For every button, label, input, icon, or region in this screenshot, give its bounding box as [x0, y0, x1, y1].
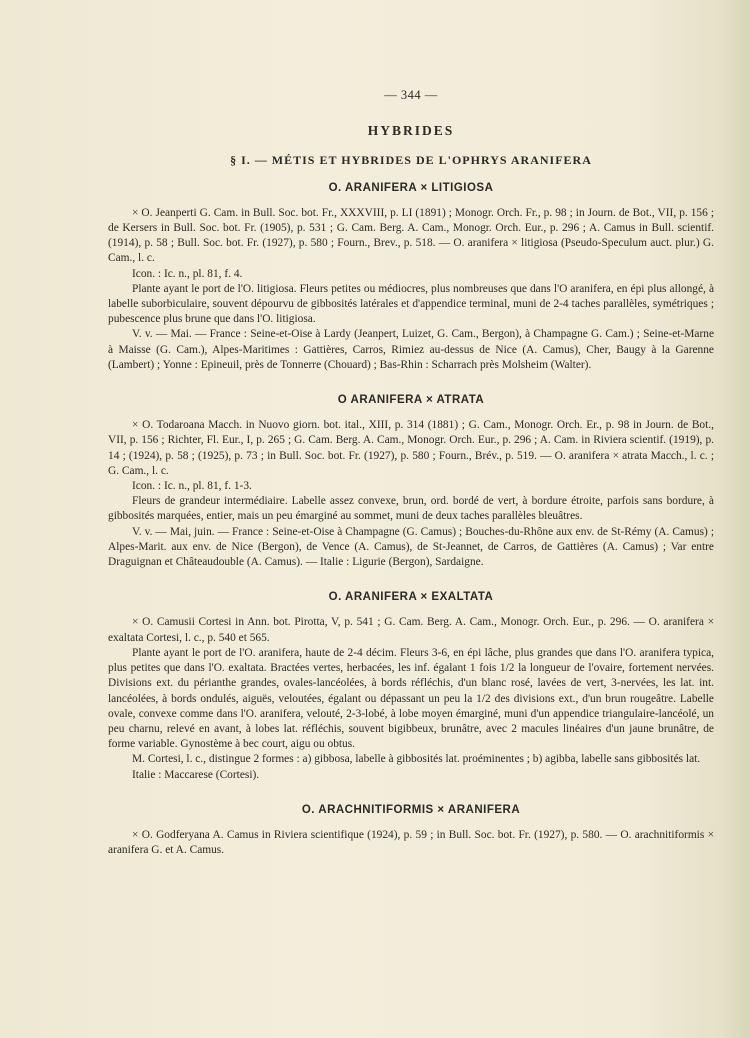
icon-reference: Icon. : Ic. n., pl. 81, f. 1-3. [132, 480, 252, 493]
synonymy-paragraph: × O. Godferyana A. Camus in Riviera scientifique (1924), p. 59 ; in Bull. Soc. bot. Fr. (1927), p. 580. — O. arachnitiformis × aranifera G. et A. Camus. [108, 828, 714, 857]
forms-paragraph: M. Cortesi, l. c., distingue 2 formes : a) gibbosa, labelle à gibbosités lat. proéminentes ; b) agibba, labelle sans gibbosités lat. [132, 753, 701, 766]
distribution-paragraph: Italie : Maccarese (Cortesi). [132, 768, 260, 781]
page-number: — 344 — [384, 88, 438, 102]
distribution-paragraph: V. v. — Mai. — France : Seine-et-Oise à Lardy (Jeanpert, Luizet, G. Cam., Bergon), à Champagne G. Cam.) ; Seine-et-Marne à Maisse (G. Cam.), Alpes-Maritimes : Gattières, Carros, Rimiez au-dessus de Nice (A. Camus), Cher, Baugy à la Garenne (Lambert) ; Yonne : Epineuil, près de Tonnerre (Chouard) ; Bas-Rhin : Scharrach près Molsheim (Walter). [108, 328, 714, 371]
synonymy-paragraph: × O. Jeanperti G. Cam. in Bull. Soc. bot. Fr., XXXVIII, p. LI (1891) ; Monogr. Orch. Fr., p. 98 ; in Journ. de Bot., VII, p. 156 ; de Kersers in Bull. Soc. bot. Fr. (1905), p. 531 ; G. Cam. Berg. A. Cam., Monogr. Orch. Eur., p. 296 ; A. Camus in Bull. scientif. (1914), p. 58 ; Bull. Soc. bot. Fr. (1927), p. 580 ; Fourn., Brev., p. 518. — O. aranifera × litigiosa (Pseudo-Speculum auct. plur.) G. Cam., l. c. [108, 206, 714, 265]
hybrid-section-1 [108, 181, 714, 373]
description-paragraph: Plante ayant le port de l'O. litigiosa. Fleurs petites ou médiocres, plus nombreuses que dans l'O aranifera, en épi plus allongé, à labelle suborbiculaire, souvent dépourvu de gibbosités latérales et d'appendice terminal, muni de 2-4 taches parallèles, symétriques ; pubescence plus brune que dans l'O. litigiosa. [108, 282, 714, 326]
icon-reference: Icon. : Ic. n., pl. 81, f. 4. [132, 267, 243, 280]
main-title: HYBRIDES [367, 123, 455, 139]
section-title: § I. — MÉTIS ET HYBRIDES DE L'OPHRYS ARANIFERA [230, 153, 592, 168]
hybrid-section-3 [108, 590, 714, 782]
description-paragraph: Plante ayant le port de l'O. aranifera, haute de 2-4 décim. Fleurs 3-6, en épi lâche, plus grandes que dans l'O. aranifera typica, plus petites que dans l'O. exaltata. Bractées vertes, herbacées, les inf. égalant 1 fois 1/2 la longueur de l'ovaire, fortement nervées. Divisions ext. du périanthe grandes, ovales-lancéolées, à bords réfléchis, d'un blanc rosé, lavées de vert, 3-nervées, les lat. int. lancéolées, à bords ondulés, aiguës, veloutées, égalant ou dépassant un peu la 1/2 des divisions ext., d'un brun rougeâtre. Labelle ovale, convexe comme dans l'O. aranifera, velouté, 2-3-lobé, à lobe moyen émarginé, muni d'un appendice triangulaire-lancéolé, un peu charnu, relevé en avant, à lobes lat. réfléchis, souvent bigibbeux, brunâtre, avec 2 macules linéaires d'un jaune brunâtre, de forme variable. Gynostème à bec court, aigu ou obtus. [108, 646, 714, 751]
description-paragraph: Fleurs de grandeur intermédiaire. Labelle assez convexe, brun, ord. bordé de vert, à bordure étroite, parfois sans bordure, à gibbosités marquées, entier, mais un peu émarginé au sommet, muni de deux taches parallèles bleuâtres. [108, 495, 714, 523]
hybrid-section-2 [108, 393, 714, 570]
synonymy-paragraph: × O. Todaroana Macch. in Nuovo giorn. bot. ital., XIII, p. 314 (1881) ; G. Cam., Monogr. Orch. Er., p. 98 in Journ. de Bot., VII, p. 156 ; Richter, Fl. Eur., I, p. 265 ; G. Cam. Berg. A. Cam., Monogr. Orch. Eur., p. 296 ; A. Cam. in Riviera scientif. (1919), p. 14 ; (1924), p. 58 ; (1925), p. 73 ; in Bull. Soc. bot. Fr. (1927), p. 580 ; Fourn., Brév., p. 519. — O. aranifera × atrata Macch., l. c. ; G. Cam., l. c. [108, 419, 714, 477]
hybrid-section-4 [108, 803, 714, 859]
distribution-paragraph: V. v. — Mai, juin. — France : Seine-et-Oise à Champagne (G. Camus) ; Bouches-du-Rhône aux env. de St-Rémy (A. Camus) ; Alpes-Marit. aux env. de Nice (Bergon), de Vence (A. Camus), de St-Jeannet, de Carros, de Gattières (A. Camus) ; Var entre Draguignan et Châteaudouble (A. Camus). — Italie : Ligurie (Bergon), Sardaigne. [108, 525, 714, 569]
hybrid-heading: O. ARANIFERA × EXALTATA [328, 591, 494, 604]
synonymy-paragraph: × O. Camusii Cortesi in Ann. bot. Pirotta, V, p. 541 ; G. Cam. Berg. A. Cam., Monogr. Orch. Eur., p. 296. — O. aranifera × exaltata Cortesi, l. c., p. 540 et 565. [108, 616, 714, 644]
hybrid-heading: O. ARACHNITIFORMIS × ARANIFERA [301, 803, 521, 816]
hybrid-heading: O. ARANIFERA × LITIGIOSA [328, 181, 494, 194]
document-body [108, 88, 714, 878]
hybrid-heading: O ARANIFERA × ATRATA [337, 394, 485, 407]
